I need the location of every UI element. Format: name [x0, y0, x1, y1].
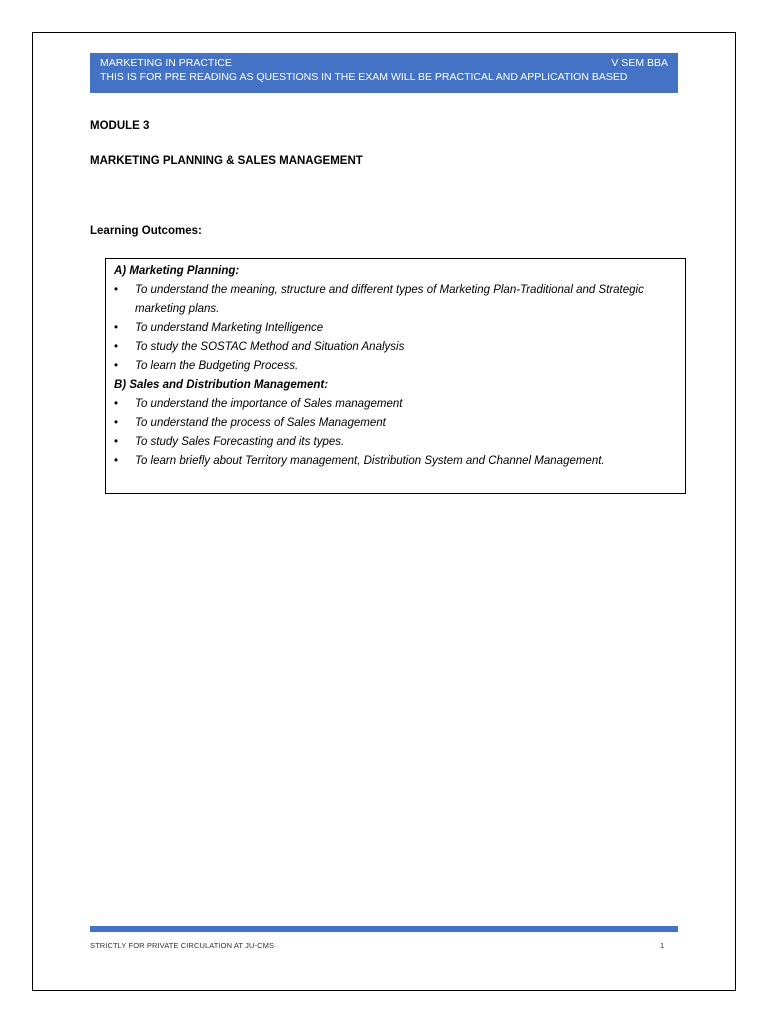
course-title: MARKETING IN PRACTICE: [100, 57, 232, 69]
semester-label: V SEM BBA: [611, 57, 668, 69]
learning-outcomes-heading: Learning Outcomes:: [90, 225, 202, 237]
footer-text: STRICTLY FOR PRIVATE CIRCULATION AT JU-CMS: [90, 941, 275, 950]
list-item-text: To study Sales Forecasting and its types.: [135, 436, 345, 448]
bullet-icon: •: [114, 417, 119, 429]
list-item-text: To learn briefly about Territory management, Distribution System and Channel Management.: [135, 455, 605, 467]
bullet-icon: •: [114, 284, 119, 296]
bullet-icon: •: [114, 341, 119, 353]
list-item: [114, 319, 679, 338]
section-title-sales-distribution: B) Sales and Distribution Management:: [114, 379, 329, 391]
list-item-text: To understand the process of Sales Management: [135, 417, 386, 429]
list-item: [114, 281, 679, 319]
list-item: [114, 357, 679, 376]
list-item-text: To study the SOSTAC Method and Situation Analysis: [135, 341, 405, 353]
list-item: [114, 414, 679, 433]
bullet-icon: •: [114, 360, 119, 372]
learning-outcomes-box: [105, 258, 686, 494]
footer-rule: [90, 926, 678, 932]
list-item-text: To understand Marketing Intelligence: [135, 322, 324, 334]
list-item: [114, 395, 679, 414]
module-subtitle: MARKETING PLANNING & SALES MANAGEMENT: [90, 155, 363, 167]
list-item: [114, 433, 679, 452]
page-frame: [32, 32, 736, 991]
module-title: MODULE 3: [90, 120, 150, 132]
list-item-text: To understand the meaning, structure and different types of Marketing Plan-Traditional and Strategic marketing plans.: [135, 284, 644, 315]
document-header: [90, 53, 678, 93]
list-item-text: To understand the importance of Sales management: [135, 398, 403, 410]
list-item: [114, 338, 679, 357]
list-item: [114, 452, 679, 471]
bullet-icon: •: [114, 398, 119, 410]
page-number: 1: [660, 941, 665, 950]
bullet-icon: •: [114, 455, 119, 467]
header-note: THIS IS FOR PRE READING AS QUESTIONS IN THE EXAM WILL BE PRACTICAL AND APPLICATION BASED: [100, 71, 628, 83]
section-title-marketing-planning: A) Marketing Planning:: [114, 265, 240, 277]
list-item-text: To learn the Budgeting Process.: [135, 360, 299, 372]
bullet-icon: •: [114, 322, 119, 334]
header-top-row: [100, 56, 668, 70]
bullet-icon: •: [114, 436, 119, 448]
